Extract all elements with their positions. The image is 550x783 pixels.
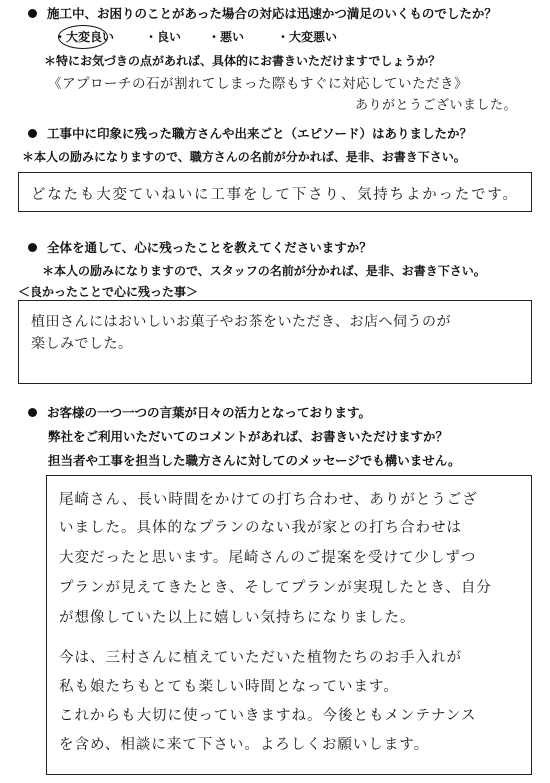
option-very-good[interactable]: ・大変良い xyxy=(54,30,115,44)
question-3: 全体を通して、心に残ったことを教えてくださいますか？ xyxy=(28,238,372,256)
answer-4-line-2: いました。具体的なプランのない我が家との打ち合わせは xyxy=(59,520,462,536)
option-very-bad[interactable]: ・大変悪い xyxy=(277,30,338,44)
answer-4-line-6: 今は、三村さんに植えていただいた植物たちのお手入れが xyxy=(59,650,462,666)
message-intro-line-3: 担当者や工事を担当した職方さんに対してのメッセージでも構いません。 xyxy=(48,453,461,468)
answer-4-line-8: これからも大切に使っていきますね。今後ともメンテナンス xyxy=(59,708,477,724)
answer-box-4 xyxy=(46,475,532,775)
answer-4-line-1: 尾崎さん、長い時間をかけての打ち合わせ、ありがとうござ xyxy=(59,492,478,508)
answer-2: どなたも大変ていねいに工事をして下さり、気持ちよかったです。 xyxy=(31,187,519,203)
bullet-icon xyxy=(28,408,37,417)
answer-4-line-3: 大変だったと思います。尾崎さんのご提案を受けて少しずつ xyxy=(59,550,477,566)
message-intro-line-1: お客様の一つ一つの言葉が日々の活力となっております。 xyxy=(28,403,371,421)
answer-box-3 xyxy=(18,300,532,384)
message-intro-line-2: 弊社をご利用いただいてのコメントがあれば、お書きいただけますか？ xyxy=(48,429,449,444)
answer-4-line-7: 私も娘たちもとても楽しい時間となっています。 xyxy=(59,679,399,695)
answer-3-line-2: 楽しみでした。 xyxy=(31,336,133,352)
selected-circle-mark xyxy=(58,25,108,49)
answer-1-line-1: 《アプローチの石が割れてしまった際もすぐに対応していただき》 xyxy=(48,76,468,92)
note-3: ＊本人の励みになりますので、スタッフの名前が分かれば、是非、お書き下さい。 xyxy=(42,264,486,278)
bullet-icon xyxy=(28,9,37,18)
question-2: 工事中に印象に残った職方さんや出来ごと（エピソード）はありましたか？ xyxy=(28,124,472,142)
note-1: ＊特にお気づきの点があれば、具体的にお書きいただけますでしょうか？ xyxy=(44,54,441,68)
bullet-icon xyxy=(28,129,37,138)
option-bad[interactable]: ・悪い xyxy=(208,30,245,44)
bullet-icon xyxy=(28,243,37,252)
note-2: ＊本人の励みになりますので、職方さんの名前が分かれば、是非、お書き下さい。 xyxy=(22,150,466,164)
answer-4-line-5: が想像していた以上に嬉しい気持ちになりました。 xyxy=(59,610,416,626)
subheading-3: ＜良かったことで心に残った事＞ xyxy=(18,285,199,299)
answer-4-line-9: を含め、相談に来て下さい。よろしくお願いします。 xyxy=(59,737,430,753)
answer-3-line-1: 植田さんにはおいしいお菓子やお茶をいただき、お店へ伺うのが xyxy=(31,314,451,330)
answer-box-2 xyxy=(18,172,532,212)
answer-4-line-4: プランが見えてきたとき、そしてプランが実現したとき、自分 xyxy=(59,580,492,596)
question-1: 施工中、お困りのことがあった場合の対応は迅速かつ満足のいくものでしたか？ xyxy=(28,4,497,22)
option-good[interactable]: ・良い xyxy=(145,30,182,44)
answer-1-line-2: ありがとうございました。 xyxy=(355,98,518,113)
